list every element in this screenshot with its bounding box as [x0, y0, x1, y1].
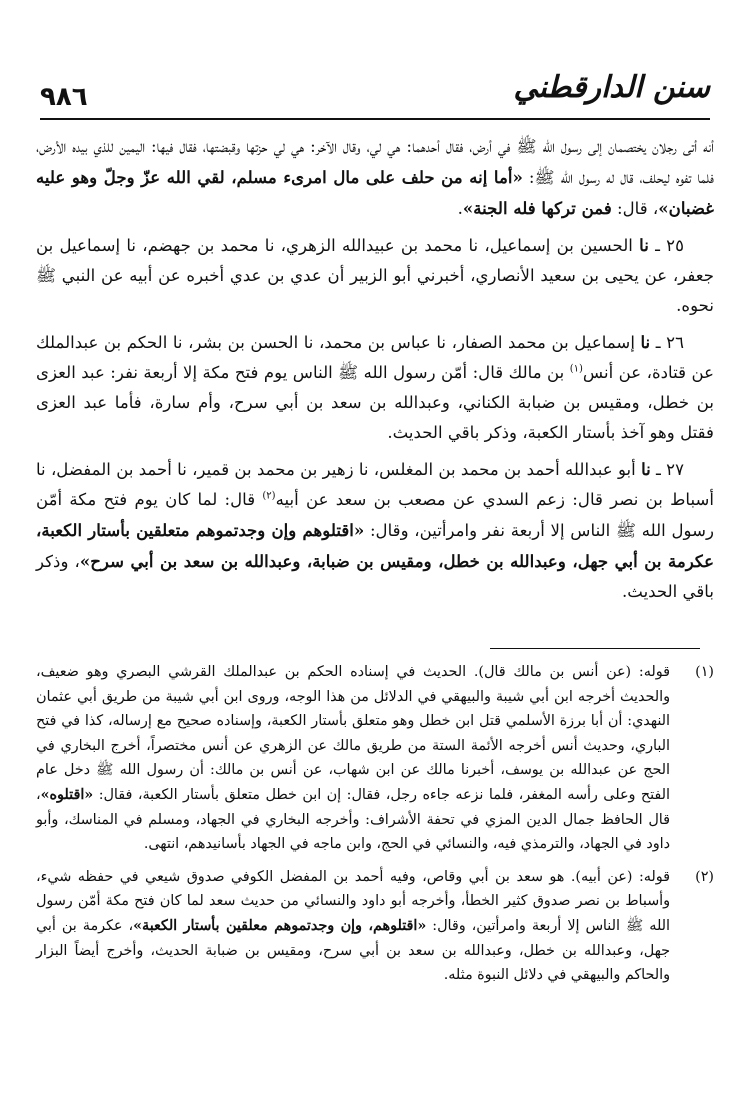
page-number: ٩٨٦ — [40, 82, 88, 112]
footnote-number: (٢) — [695, 868, 714, 885]
footnote — [36, 865, 714, 988]
footnote-divider — [490, 648, 700, 649]
main-text — [36, 132, 714, 613]
page-header — [40, 70, 710, 120]
paragraph-continuation: أنه أتى رجلان يختصمان إلى رسول الله ﷺ في أرض، فقال أحدهما: هي لي، وقال الآخر: هي لي حزتها وقبضتها، فقال فيها: اليمين للذي بيده الأرض، فلما تفوه ليحلف، قال له رسول الله ﷺ: «أما إنه من حلف على مال امرىء مسلم، لقي الله عزّ وجلّ وهو عليه غضبان»، قال: فمن تركها فله الجنة». — [36, 137, 714, 218]
hadith-27: ٢٧ ـ نا أبو عبدالله أحمد بن محمد بن المغلس، نا زهير بن محمد بن قمير، نا أحمد بن المفضل، نا أسباط بن نصر قال: زعم السدي عن مصعب بن سعد عن أبيه$^{(٢)}$ قال: لما كان يوم فتح مكة أمّن رسول الله ﷺ الناس إلا أربعة نفر وامرأتين، وقال: «اقتلوهم وإن وجدتموهم متعلقين بأستار الكعبة، عكرمة بن أبي جهل، وعبدالله بن خطل، ومقيس بن ضبابة، وعبدالله بن سعد بن أبي سرح»، وذكر باقي الحديث. — [36, 459, 714, 601]
hadith-26: ٢٦ ـ نا إسماعيل بن محمد الصفار، نا عباس بن محمد، نا الحسن بن بشر، نا الحكم بن عبدالملك عن قتادة، عن أنس$^{(١)}$ بن مالك قال: أمّن رسول الله ﷺ الناس يوم فتح مكة إلا أربعة نفر: عبد العزى بن خطل، ومقيس بن ضبابة الكناني، وعبدالله بن سعد بن أبي سرح، وأم سارة، فأما عبد العزى فقتل وهو آخذ بأستار الكعبة، وذكر باقي الحديث. — [36, 332, 714, 442]
footnote-text: قوله: (عن أنس بن مالك قال). الحديث في إسناده الحكم بن عبدالملك القرشي البصري وهو ضعيف، والحديث أخرجه ابن أبي شيبة والبيهقي في الدلائل من هذا الوجه، وروى ابن أبي شيبة من طريق أبي عثمان النهدي: أن أبا برزة الأسلمي قتل ابن خطل وهو متعلق بأستار الكعبة، وإسناده صحيح مع إرساله، كذا في فتح الباري، وحديث أنس أخرجه الأئمة الستة من طريق مالك عن الزهري عن أنس مختصراً، أخرج البخاري في الحج عن عبدالله بن يوسف، أخبرنا مالك عن ابن شهاب، عن أنس بن مالك: أن رسول الله ﷺ دخل عام الفتح وعلى رأسه المغفر، فلما نزعه جاءه رجل، فقال: إن ابن خطل متعلق بأستار الكعبة، فقال: «اقتلوه»، قال الحافظ جمال الدين المزي في تحفة الأشراف: وأخرجه البخاري في الجهاد، ومسلم في المناسك، وأبو داود في الجهاد، والترمذي فيه، والنسائي في الحج، وابن ماجه في الجهاد بأسانيدهم، انتهى. — [36, 664, 670, 853]
hadith-25: ٢٥ ـ نا الحسين بن إسماعيل، نا محمد بن عبيدالله الزهري، نا محمد بن جهضم، نا إسماعيل بن جعفر، عن يحيى بن سعيد الأنصاري، أخبرني أبو الزبير أن عدي بن عدي أخبره عن أبيه عن النبي ﷺ نحوه. — [36, 235, 714, 315]
footnote — [36, 660, 714, 857]
footnotes — [36, 660, 714, 996]
book-title: سنن الدارقطني — [513, 70, 710, 105]
footnote-ref-2[interactable]: (٢) — [262, 490, 276, 502]
footnote-number: (١) — [695, 664, 714, 680]
footnote-ref-1[interactable]: (١) — [569, 363, 583, 375]
footnote-text: قوله: (عن أبيه). هو سعد بن أبي وقاص، وفيه أحمد بن المفضل الكوفي صدوق شيعي في حفظه شيء، وأسباط بن نصر صدوق كثير الخطأ، وأخرجه أبو داود والنسائي من حديث سعد لما كان فتح مكة أمّن رسول الله ﷺ الناس إلا أربعة وامرأتين، وقال: «اقتلوهم، وإن وجدتموهم معلقين بأستار الكعبة»، عكرمة بن أبي جهل، وعبدالله بن خطل، وعبدالله بن سعد بن أبي سرح، ومقيس بن ضبابة الحديث، وأخرج أيضاً البزار والحاكم والبيهقي في دلائل النبوة مثله. — [36, 868, 671, 984]
